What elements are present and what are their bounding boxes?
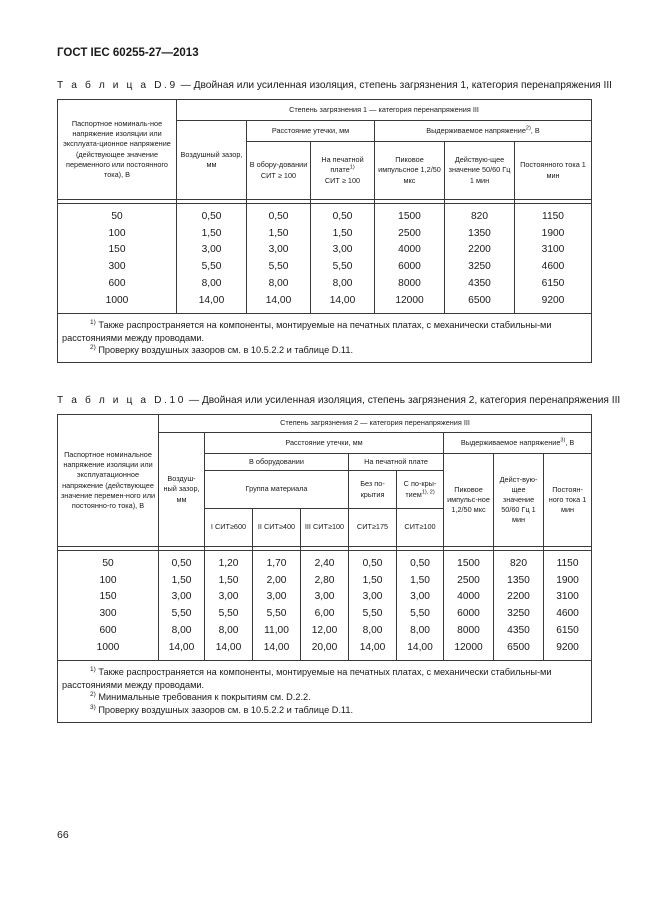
table-d10-col-impulse: 1500 2500 4000 6000 8000 12000 bbox=[444, 551, 494, 657]
table-d10-header-group-3: III СИТ≥100 bbox=[301, 509, 349, 547]
table-d10-col-coated: 0,50 1,50 3,00 5,50 8,00 14,00 bbox=[397, 551, 444, 657]
table-d9-title: — Двойная или усиленная изоляция, степень загрязнения 1, категория перенапряжения III bbox=[177, 80, 612, 91]
table-d9-header-pollution-degree: Степень загрязнения 1 — категория перенапряжения III bbox=[177, 100, 592, 121]
table-d9-footnote-1: $^{1)}$ Также распространяется на компоненты, монтируемые на печатных платах, с механически стабильны-ми расстояниями между проводами. bbox=[62, 318, 552, 343]
table-d10-footnotes-row bbox=[58, 660, 592, 723]
table-d9-col-dc: 1150 1900 3100 4600 6150 9200 bbox=[515, 204, 592, 310]
table-d10-header-material-group: Группа материала bbox=[205, 471, 349, 509]
table-d10-col-group-1: 1,20 1,50 3,00 5,50 8,00 14,00 bbox=[205, 551, 253, 657]
table-d9-header-creepage: Расстояние утечки, мм bbox=[247, 121, 375, 142]
table-d9-header-row-1 bbox=[58, 100, 592, 121]
table-row bbox=[58, 551, 592, 657]
table-d10-label: Т а б л и ц а D.10 bbox=[57, 395, 186, 406]
table-d10-header-pollution-degree: Степень загрязнения 2 — категория перенапряжения III bbox=[159, 415, 592, 433]
table-d10-header-dc: Постоян-ного тока 1 мин bbox=[544, 454, 592, 547]
table-d10-header-ac: Дейст-вую-щее значение 50/60 Гц 1 мин bbox=[494, 454, 544, 547]
table-d9-header-rated-voltage: Паспортное номиналь-ное напряжение изоляции или эксплуата-ционное напряжение (действующее значение переменного или постоянного тока), В bbox=[58, 100, 177, 200]
table-d10-title: — Двойная или усиленная изоляция, степень загрязнения 2, категория перенапряжения III bbox=[186, 395, 621, 406]
table-d10-header-clearance: Воздуш-ный зазор, мм bbox=[159, 433, 205, 547]
table-d10-header-equipment: В оборудовании bbox=[205, 454, 349, 471]
table-d10 bbox=[57, 414, 592, 723]
table-d9-header-dc: Постоянного тока 1 мин bbox=[515, 142, 592, 200]
table-d10-header-withstand: Выдерживаемое напряжение$^{3)}$, В bbox=[444, 433, 592, 454]
table-d9-label: Т а б л и ц а D.9 bbox=[57, 80, 178, 91]
table-d10-footnotes bbox=[58, 660, 592, 723]
table-d10-col-group-2: 1,70 2,00 3,00 5,50 11,00 14,00 bbox=[253, 551, 301, 657]
table-d10-footnote-1: $^{1)}$ Также распространяется на компоненты, монтируемые на печатных платах, с механически стабильны-ми расстояниями между проводами. bbox=[62, 665, 552, 690]
table-d10-header-rated-voltage: Паспортное номинальное напряжение изоляции или эксплуатационное напряжение (действующее значение перемен-ного или постоянно-го тока), В bbox=[58, 415, 159, 547]
table-d10-footnote-2: $^{2)}$ Минимальные требования к покрытиям см. D.2.2. bbox=[90, 691, 311, 703]
table-d9-col-rated: 50 100 150 300 600 1000 bbox=[58, 204, 177, 310]
table-row bbox=[58, 204, 592, 310]
table-d10-col-dc: 1150 1900 3100 4600 6150 9200 bbox=[544, 551, 592, 657]
table-d9 bbox=[57, 99, 592, 363]
table-d10-col-clearance: 0,50 1,50 3,00 5,50 8,00 14,00 bbox=[159, 551, 205, 657]
table-d9-col-equipment: 0,50 1,50 3,00 5,50 8,00 14,00 bbox=[247, 204, 311, 310]
table-d9-col-pcb: 0,50 1,50 3,00 5,50 8,00 14,00 bbox=[311, 204, 375, 310]
table-d9-col-ac: 820 1350 2200 3250 4350 6500 bbox=[445, 204, 515, 310]
table-d10-header-cti-175: СИТ≥175 bbox=[349, 509, 397, 547]
table-d9-header-pcb: На печатной плате$^{1)}$ СИТ ≥ 100 bbox=[311, 142, 375, 200]
table-d9-header-impulse: Пиковое импульсное 1,2/50 мкс bbox=[375, 142, 445, 200]
table-d9-header-ac: Действую-щее значение 50/60 Гц 1 мин bbox=[445, 142, 515, 200]
table-d9-footnotes-row bbox=[58, 313, 592, 363]
table-d9-header-clearance: Воздушный зазор, мм bbox=[177, 121, 247, 200]
table-d10-header-coated: С по-кры-тием$^{1), 2)}$ bbox=[397, 471, 444, 509]
table-d10-col-rated: 50 100 150 300 600 1000 bbox=[58, 551, 159, 657]
table-d10-caption bbox=[57, 395, 620, 406]
table-d9-footnotes bbox=[58, 313, 592, 363]
table-d10-header-pcb: На печатной плате bbox=[349, 454, 444, 471]
table-d10-header-creepage: Расстояние утечки, мм bbox=[205, 433, 444, 454]
table-d9-header-withstand: Выдерживаемое напряжение$^{2)}$, В bbox=[375, 121, 592, 142]
table-d10-header-group-2: II СИТ≥400 bbox=[253, 509, 301, 547]
table-d10-col-group-3: 2,40 2,80 3,00 6,00 12,00 20,00 bbox=[301, 551, 349, 657]
page-number: 66 bbox=[57, 829, 69, 841]
table-d9-caption bbox=[57, 80, 612, 91]
document-code: ГОСТ IEC 60255-27—2013 bbox=[57, 47, 199, 59]
table-d10-header-cti-100: СИТ≥100 bbox=[397, 509, 444, 547]
table-d10-header-group-1: I СИТ≥600 bbox=[205, 509, 253, 547]
table-d10-col-uncoated: 0,50 1,50 3,00 5,50 8,00 14,00 bbox=[349, 551, 397, 657]
table-d9-footnote-2: $^{2)}$ Проверку воздушных зазоров см. в 10.5.2.2 и таблице D.11. bbox=[90, 344, 354, 356]
table-d9-header-equipment: В обору-довании СИТ ≥ 100 bbox=[247, 142, 311, 200]
table-d9-col-clearance: 0,50 1,50 3,00 5,50 8,00 14,00 bbox=[177, 204, 247, 310]
table-d9-col-impulse: 1500 2500 4000 6000 8000 12000 bbox=[375, 204, 445, 310]
table-d10-header-impulse: Пиковое импульс-ное 1,2/50 мкс bbox=[444, 454, 494, 547]
table-d10-col-ac: 820 1350 2200 3250 4350 6500 bbox=[494, 551, 544, 657]
table-d10-header-row-1 bbox=[58, 415, 592, 433]
table-d10-footnote-3: $^{3)}$ Проверку воздушных зазоров см. в 10.5.2.2 и таблице D.11. bbox=[90, 704, 354, 716]
table-d10-header-uncoated: Без по-крытия bbox=[349, 471, 397, 509]
